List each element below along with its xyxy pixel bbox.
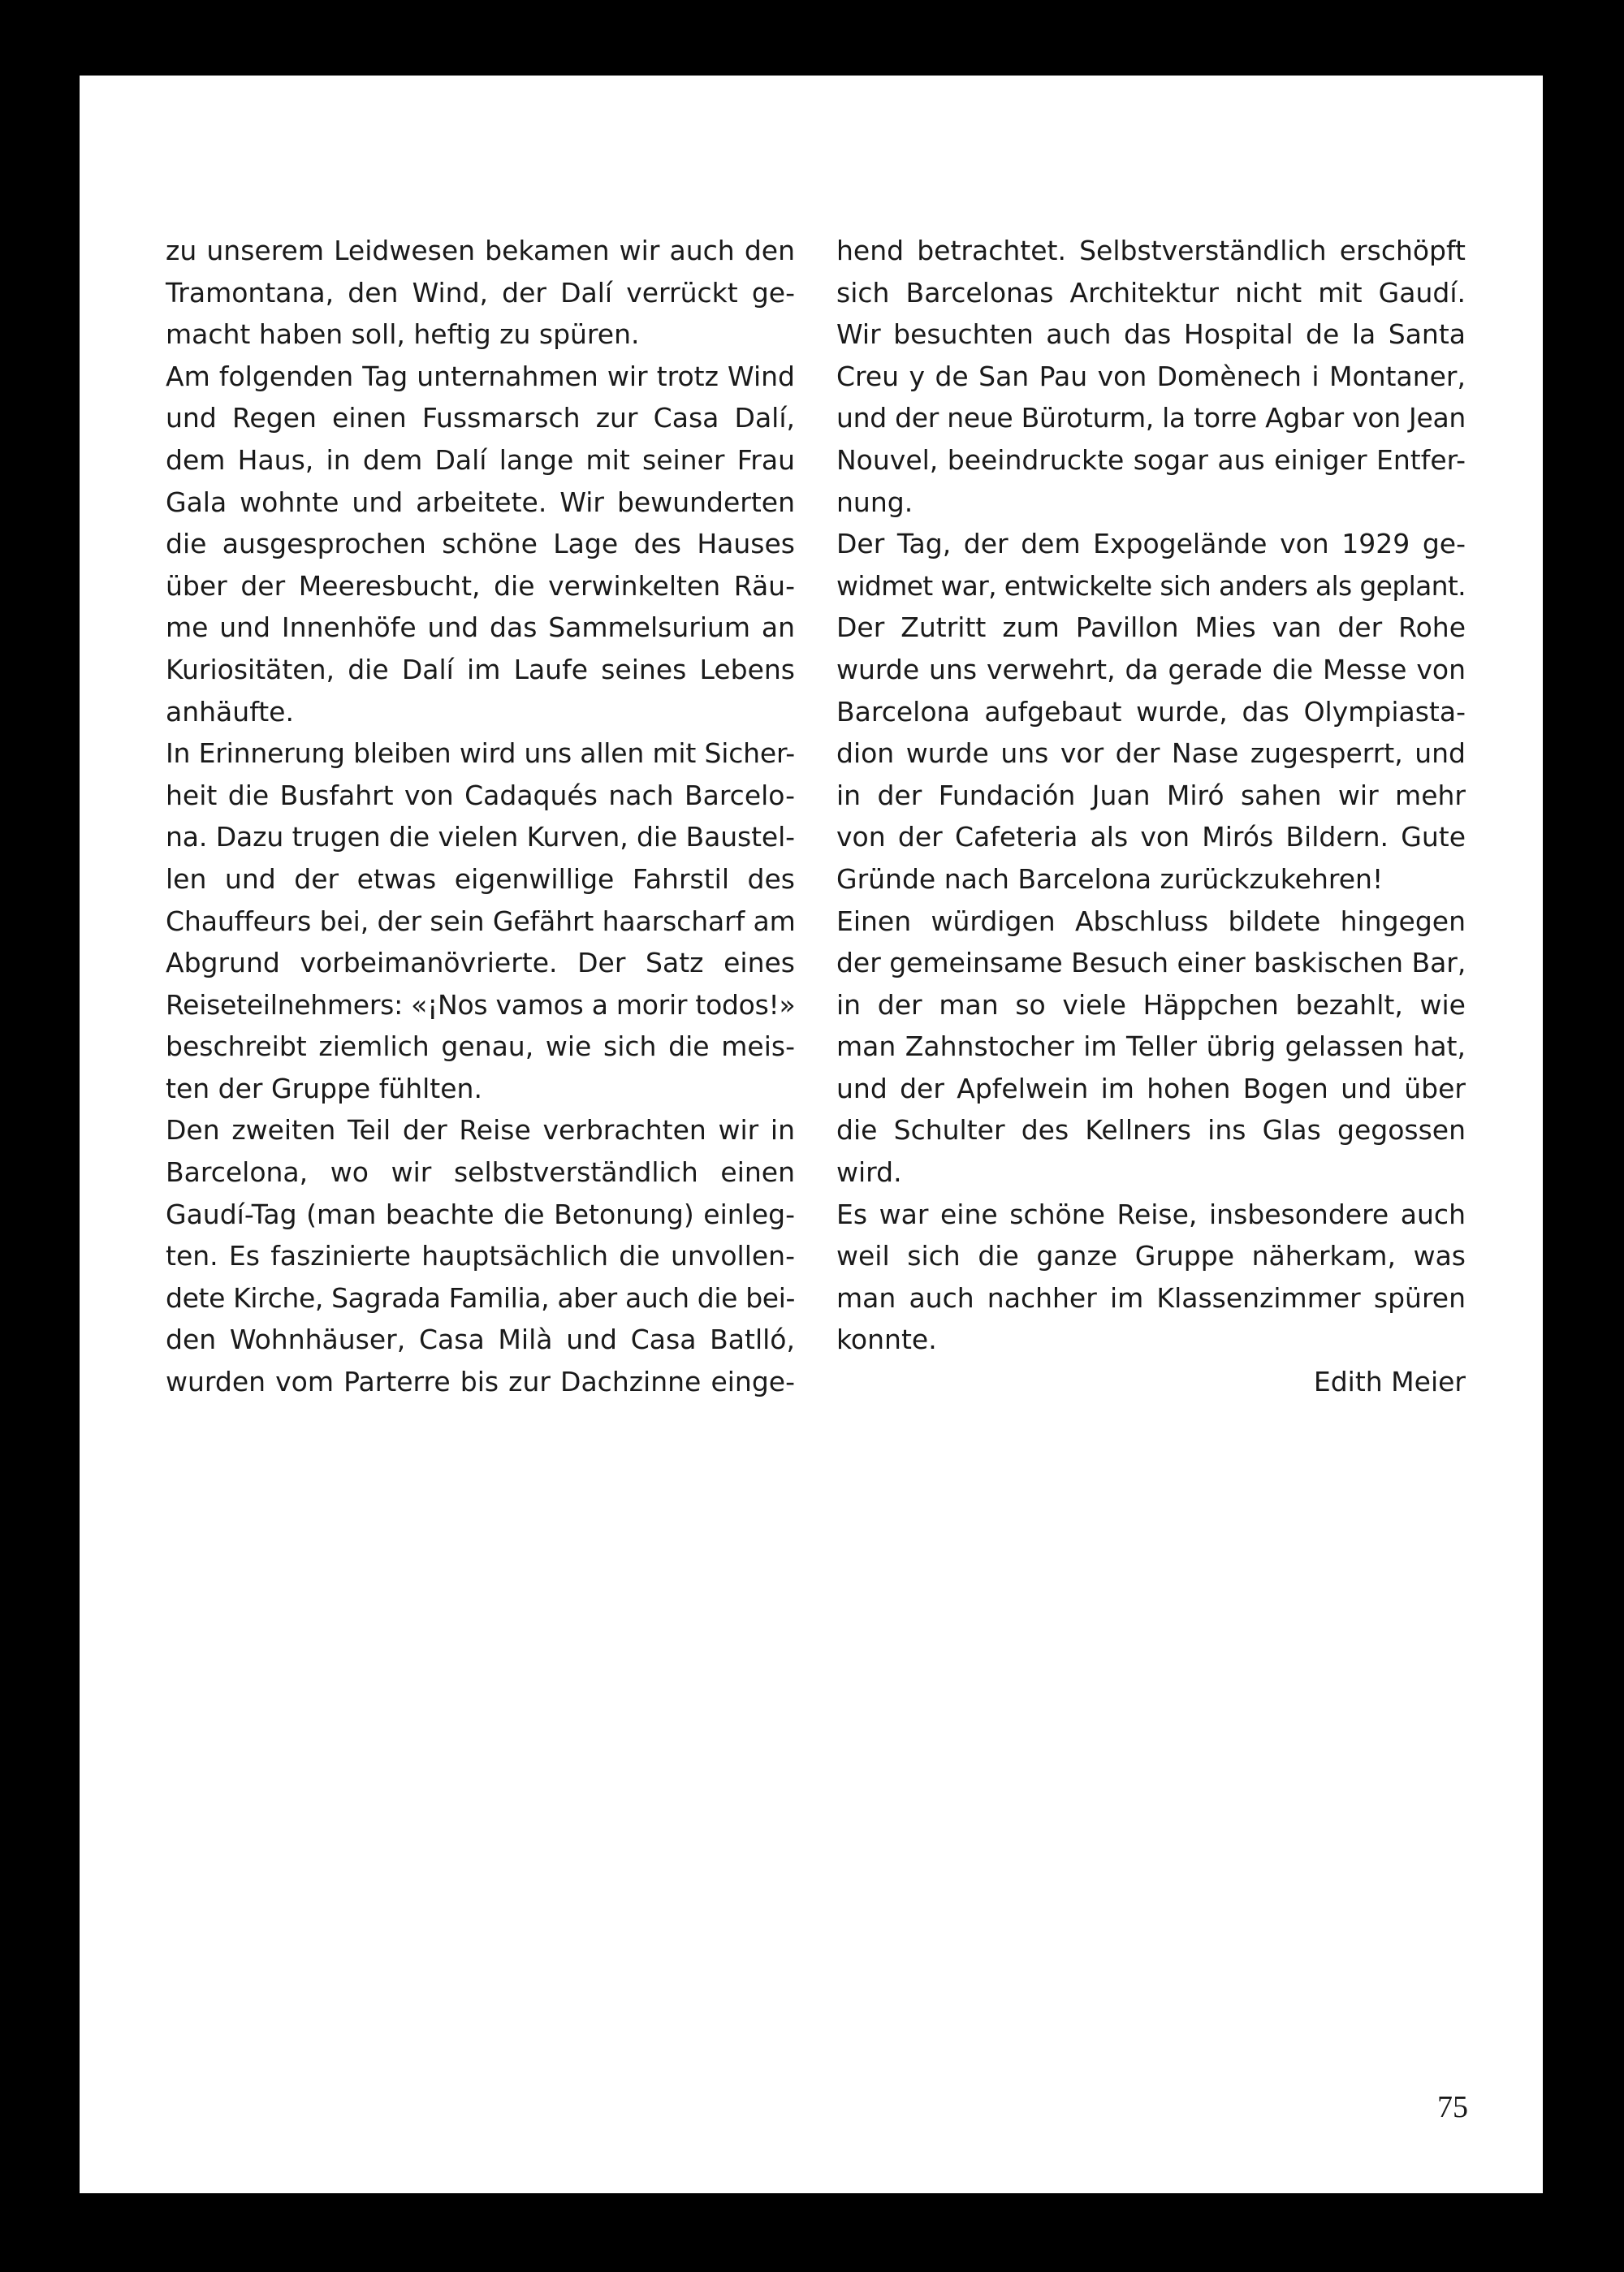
text-line: Am folgenden Tag unternahmen wir trotz Wind xyxy=(166,360,795,392)
author-signature: Edith Meier xyxy=(1313,1366,1466,1398)
text-line: über der Meeresbucht, die verwinkelten Räu- xyxy=(166,569,795,602)
text-line: ten. Es faszinierte hauptsächlich die unvollen- xyxy=(166,1240,795,1272)
text-line: wurden vom Parterre bis zur Dachzinne einge- xyxy=(166,1366,795,1398)
text-line: weil sich die ganze Gruppe näherkam, was xyxy=(836,1240,1466,1272)
text-line: Gründe nach Barcelona zurückzukehren! xyxy=(836,862,1384,895)
text-line: die Schulter des Kellners ins Glas gegossen xyxy=(836,1114,1466,1147)
text-line: anhäufte. xyxy=(166,695,294,728)
text-line: Den zweiten Teil der Reise verbrachten wir in xyxy=(166,1114,795,1147)
text-line: die ausgesprochen schöne Lage des Hauses xyxy=(166,528,795,560)
right-text-column xyxy=(836,230,1466,1403)
text-line: Abgrund vorbeimanövrierte. Der Satz eines xyxy=(166,947,795,979)
text-line: wurde uns verwehrt, da gerade die Messe von xyxy=(836,653,1466,685)
text-line: len und der etwas eigenwillige Fahrstil des xyxy=(166,862,795,895)
text-line: man auch nachher im Klassenzimmer spüren xyxy=(836,1281,1466,1314)
text-line: me und Innenhöfe und das Sammelsurium an xyxy=(166,611,795,644)
text-line: na. Dazu trugen die vielen Kurven, die Baustel- xyxy=(166,821,795,853)
text-line: von der Cafeteria als von Mirós Bildern. Gute xyxy=(836,821,1466,853)
text-line: Einen würdigen Abschluss bildete hingegen xyxy=(836,905,1466,937)
text-line: Barcelona aufgebaut wurde, das Olympiasta- xyxy=(836,695,1466,728)
text-line: Creu y de San Pau von Domènech i Montaner, xyxy=(836,360,1466,392)
text-line: und der Apfelwein im hohen Bogen und über xyxy=(836,1072,1466,1104)
text-line: in der Fundación Juan Miró sahen wir mehr xyxy=(836,779,1466,811)
text-line: Tramontana, den Wind, der Dalí verrückt ge- xyxy=(166,276,795,309)
text-line: widmet war, entwickelte sich anders als geplant. xyxy=(836,569,1466,602)
text-line: In Erinnerung bleiben wird uns allen mit Sicher- xyxy=(166,737,795,770)
text-line: Gala wohnte und arbeitete. Wir bewunderten xyxy=(166,486,795,518)
right-column-lines xyxy=(836,230,1466,1361)
page-number: 75 xyxy=(1437,2090,1468,2124)
text-line: Der Tag, der dem Expogelände von 1929 ge- xyxy=(836,528,1466,560)
text-line: dete Kirche, Sagrada Familia, aber auch die bei- xyxy=(166,1281,796,1314)
left-text-column xyxy=(166,230,795,1403)
text-line: heit die Busfahrt von Cadaqués nach Barcelo- xyxy=(166,779,795,811)
text-line: Chauffeurs bei, der sein Gefährt haarscharf am xyxy=(166,905,796,937)
text-line: und Regen einen Fussmarsch zur Casa Dalí, xyxy=(166,402,795,434)
text-line: hend betrachtet. Selbstverständlich erschöpft xyxy=(836,235,1466,266)
text-line: man Zahnstocher im Teller übrig gelassen hat, xyxy=(836,1030,1466,1063)
text-line: Kuriositäten, die Dalí im Laufe seines Lebens xyxy=(166,653,795,685)
text-line: ten der Gruppe fühlten. xyxy=(166,1072,482,1104)
text-line: Gaudí-Tag (man beachte die Betonung) einleg- xyxy=(166,1198,795,1230)
text-line: Reiseteilnehmers: «¡Nos vamos a morir todos!» xyxy=(166,988,796,1021)
text-line: der gemeinsame Besuch einer baskischen Bar, xyxy=(836,947,1466,979)
text-line: Barcelona, wo wir selbstverständlich einen xyxy=(166,1156,795,1189)
text-line: in der man so viele Häppchen bezahlt, wie xyxy=(836,988,1466,1021)
text-line: dion wurde uns vor der Nase zugesperrt, und xyxy=(836,737,1466,770)
text-line: Der Zutritt zum Pavillon Mies van der Rohe xyxy=(836,611,1466,644)
text-line: Es war eine schöne Reise, insbesondere auch xyxy=(836,1198,1466,1230)
text-line: zu unserem Leidwesen bekamen wir auch den xyxy=(166,235,795,266)
text-line: Nouvel, beeindruckte sogar aus einiger Entfer- xyxy=(836,443,1466,476)
text-line: beschreibt ziemlich genau, wie sich die meis- xyxy=(166,1030,795,1063)
text-line: den Wohnhäuser, Casa Milà und Casa Batlló, xyxy=(166,1324,795,1356)
text-line: und der neue Büroturm, la torre Agbar von Jean xyxy=(836,402,1466,434)
text-line: konnte. xyxy=(836,1324,937,1356)
text-line: dem Haus, in dem Dalí lange mit seiner Frau xyxy=(166,443,795,476)
text-line: sich Barcelonas Architektur nicht mit Gaudí. xyxy=(836,276,1466,309)
text-line: nung. xyxy=(836,486,914,518)
document-page xyxy=(80,76,1543,2193)
text-line: Wir besuchten auch das Hospital de la Santa xyxy=(836,318,1466,351)
text-line: macht haben soll, heftig zu spüren. xyxy=(166,318,640,351)
text-line: wird. xyxy=(836,1156,902,1189)
